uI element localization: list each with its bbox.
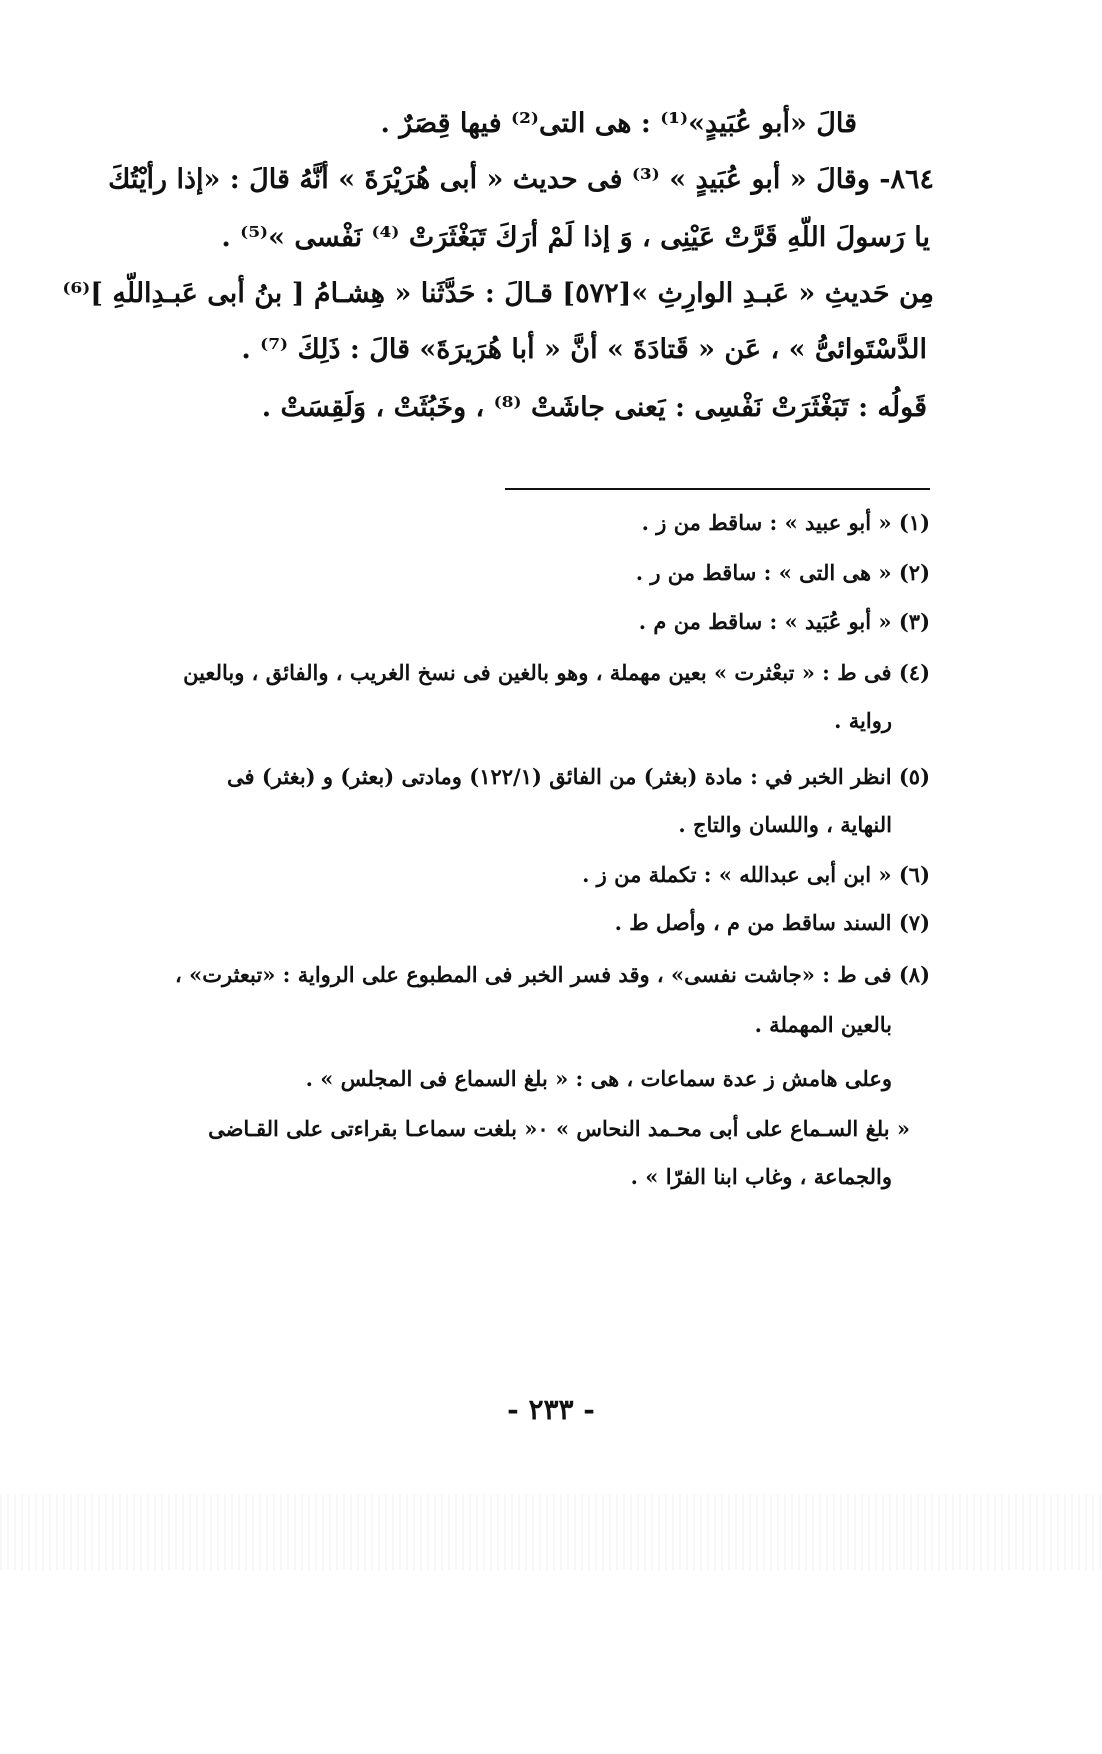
footnote-divider (505, 488, 930, 490)
main-text-line-2: ٨٦٤- وقالَ « أبو عُبَيدٍ » ⁽³⁾ فى حديث « أبى هُرَيْرَةَ » أنَّهُ قالَ : «إذا رأيْتُكَ (108, 164, 934, 195)
footnote-8: (٨) فى ط : «جاشت نفسى» ، وقد فسر الخبر فى المطبوع على الرواية : «تبعثرت» ، (175, 962, 930, 987)
footnote-3: (٣) « أبو عُبَيد » : ساقط من م . (638, 609, 930, 634)
main-text-line-5: الدَّسْتَوائىُّ » ، عَن « قَتادَةَ » أنَّ « أبا هُرَيرَةَ» قالَ : ذَلِكَ ⁽⁷⁾ . (241, 334, 927, 365)
footnote-2: (٢) « هى التى » : ساقط من ر . (635, 560, 930, 585)
main-text-line-4: مِن حَديثِ « عَبـدِ الوارِثِ »[٥٧٢] قـالَ : حَدَّثَنا « هِشـامُ [ بنُ أبى عَبـدِاللّهِ ]⁽⁶⁾ (62, 278, 934, 309)
margin-note-line-2: « بلغ السـماع على أبى محـمد النحاس » ٠« بلغت سماعـا بقراءتى على القـاضى (208, 1116, 910, 1141)
footnote-5-continued: النهاية ، واللسان والتاج . (678, 812, 892, 837)
margin-note-line-1: وعلى هامش ز عدة سماعات ، هى : « بلغ السماع فى المجلس » . (305, 1066, 892, 1091)
scan-noise-band (0, 1495, 1102, 1570)
margin-note-line-3: والجماعة ، وغاب ابنا الفرّا » . (630, 1164, 892, 1189)
footnote-4-continued: رواية . (834, 708, 892, 733)
footnote-6: (٦) « ابن أبى عبدالله » : تكملة من ز . (582, 862, 930, 887)
main-text-line-1: قالَ «أبو عُبَيدٍ»⁽¹⁾ : هى التى⁽²⁾ فيها قِصَرٌ . (380, 108, 857, 139)
main-text-line-3: يا رَسولَ اللّهِ قَرَّتْ عَيْنِى ، وَ إذا لَمْ أرَكَ تَبَغْثَرَتْ ⁽⁴⁾ نَفْسى »⁽⁵⁾ . (221, 222, 930, 253)
footnote-7: (٧) السند ساقط من م ، وأصل ط . (614, 910, 930, 935)
page-number: - ٢٣٣ - (507, 1393, 595, 1426)
footnote-8-continued: بالعين المهملة . (754, 1012, 892, 1037)
footnote-1: (١) « أبو عبيد » : ساقط من ز . (641, 510, 930, 535)
footnote-5: (٥) انظر الخبر في : مادة (بغثر) من الفائق (١٢٢/١) ومادتى (بعثر) و (بغثر) فى (226, 764, 930, 789)
footnote-4: (٤) فى ط : « تبعْثرت » بعين مهملة ، وهو بالغين فى نسخ الغريب ، والفائق ، وبالعين (183, 660, 930, 685)
main-text-line-6: قَولُه : تَبَغْثَرَتْ نَفْسِى : يَعنى جاشَتْ ⁽⁸⁾ ، وخَبُثَتْ ، وَلَقِسَتْ . (261, 392, 927, 423)
